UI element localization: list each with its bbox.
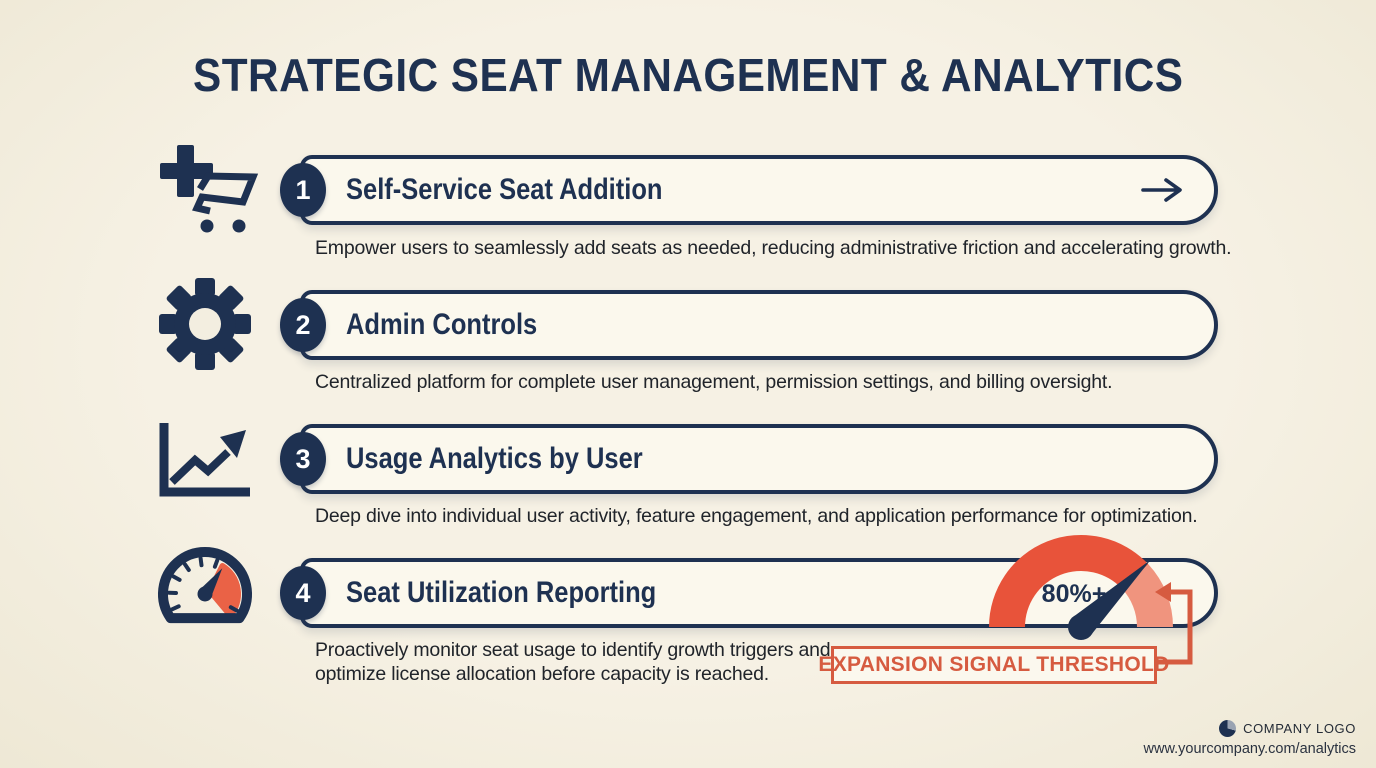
step-number-badge: 1 xyxy=(280,163,326,217)
gauge-value-label: 80%+ xyxy=(1041,580,1107,608)
footer xyxy=(1144,720,1356,757)
step-number-badge: 4 xyxy=(280,566,326,620)
step-number-badge: 3 xyxy=(280,432,326,486)
footer-url: www.yourcompany.com/analytics xyxy=(1143,741,1356,757)
expansion-threshold-label: EXPANSION SIGNAL THRESHOLD xyxy=(818,653,1170,676)
company-logo-label: COMPANY LOGO xyxy=(1243,721,1356,736)
feature-title: Seat Utilization Reporting xyxy=(346,576,657,609)
gauge-icon xyxy=(152,545,258,641)
feature-bar-2 xyxy=(295,290,1218,360)
feature-bar-1 xyxy=(295,155,1218,225)
company-logo-icon xyxy=(1219,720,1236,737)
gear-icon xyxy=(156,276,254,372)
page-title: STRATEGIC SEAT MANAGEMENT & ANALYTICS xyxy=(192,49,1184,101)
header xyxy=(0,48,1376,102)
feature-title: Admin Controls xyxy=(346,308,538,341)
right-arrow-icon xyxy=(1140,177,1186,203)
line-chart-icon xyxy=(158,420,252,498)
feature-description: Deep dive into individual user activity, feature engagement, and application performance for optimization. xyxy=(315,505,1198,527)
cart-plus-icon xyxy=(150,134,262,244)
step-number-badge: 2 xyxy=(280,298,326,352)
feature-description: Proactively monitor seat usage to identify growth triggers and optimize license allocation before capacity is reached. xyxy=(315,639,831,685)
feature-description: Empower users to seamlessly add seats as needed, reducing administrative friction and accelerating growth. xyxy=(315,237,1232,259)
feature-title: Self-Service Seat Addition xyxy=(346,173,663,206)
expansion-threshold-callout xyxy=(818,646,1170,684)
feature-description: Centralized platform for complete user management, permission settings, and billing oversight. xyxy=(315,371,1113,393)
feature-title: Usage Analytics by User xyxy=(346,442,643,475)
feature-bar-3 xyxy=(295,424,1218,494)
